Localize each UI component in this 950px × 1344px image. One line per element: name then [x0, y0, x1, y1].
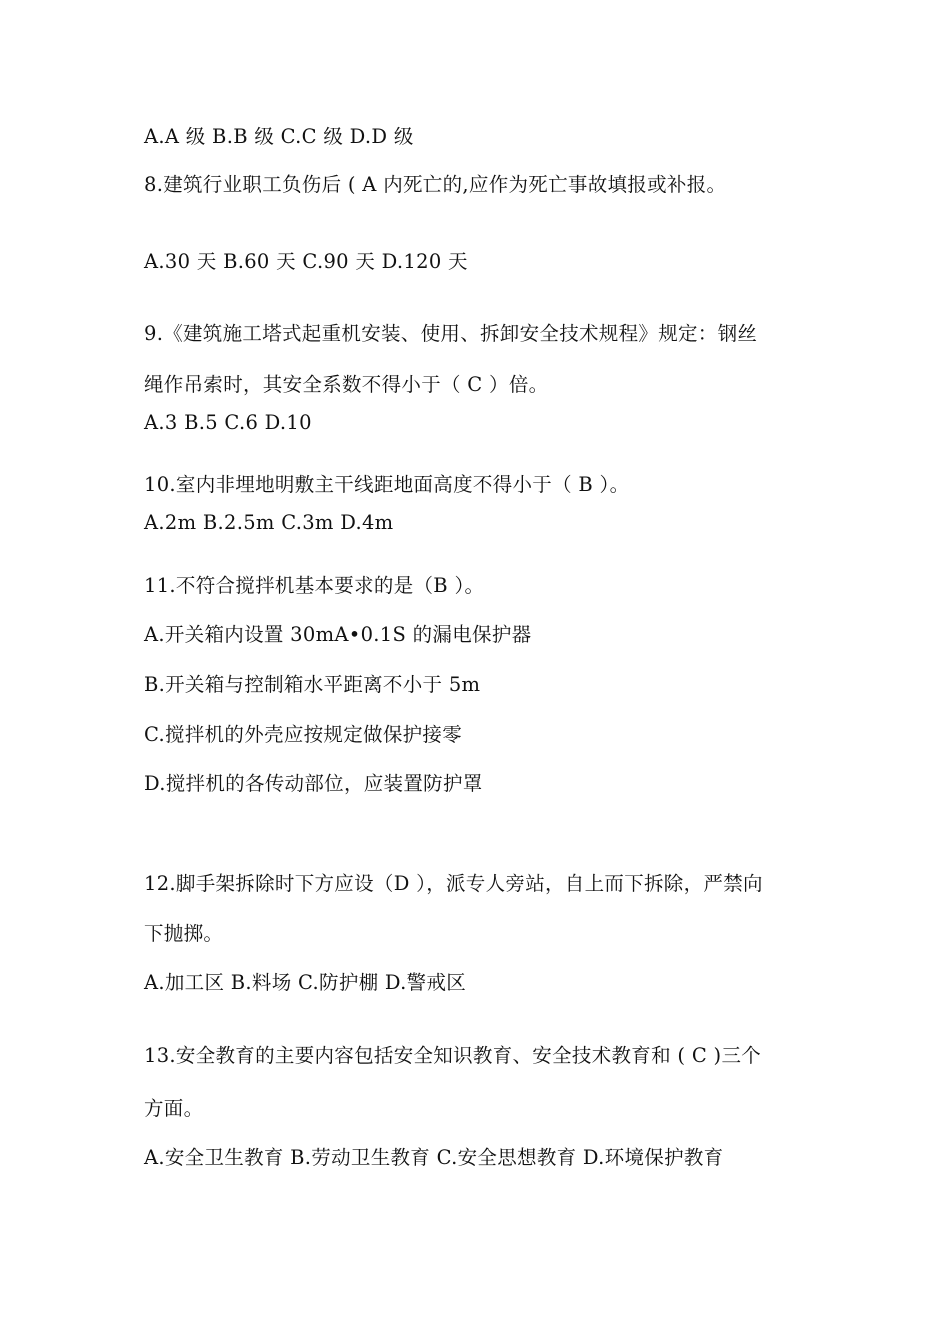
- q13-question-line1: 13.安全教育的主要内容包括安全知识教育、安全技术教育和 ( C )三个: [144, 1044, 762, 1067]
- q13-options: A.安全卫生教育 B.劳动卫生教育 C.安全思想教育 D.环境保护教育: [144, 1146, 724, 1169]
- q7-options: A.A 级 B.B 级 C.C 级 D.D 级: [144, 125, 414, 148]
- q13-question-line2: 方面。: [144, 1097, 204, 1120]
- q11-option-a: A.开关箱内设置 30mA•0.1S 的漏电保护器: [144, 623, 532, 646]
- q9-options: A.3 B.5 C.6 D.10: [144, 411, 312, 434]
- q9-question-line1: 9.《建筑施工塔式起重机安装、使用、拆卸安全技术规程》规定：钢丝: [144, 322, 758, 345]
- q12-question-line2: 下抛掷。: [144, 922, 224, 945]
- q8-question: 8.建筑行业职工负伤后 ( A 内死亡的,应作为死亡事故填报或补报。: [144, 173, 727, 196]
- q12-question-line1: 12.脚手架拆除时下方应设（D ），派专人旁站，自上而下拆除，严禁向: [144, 872, 763, 895]
- q10-question: 10.室内非埋地明敷主干线距地面高度不得小于（ B ）。: [144, 473, 630, 496]
- q9-question-line2: 绳作吊索时，其安全系数不得小于（ C ）倍。: [144, 373, 549, 396]
- q11-option-b: B.开关箱与控制箱水平距离不小于 5m: [144, 673, 481, 696]
- q12-options: A.加工区 B.料场 C.防护棚 D.警戒区: [144, 971, 467, 994]
- q11-option-d: D.搅拌机的各传动部位，应装置防护罩: [144, 772, 483, 795]
- q11-question: 11.不符合搅拌机基本要求的是（B ）。: [144, 574, 485, 597]
- q11-option-c: C.搅拌机的外壳应按规定做保护接零: [144, 723, 463, 746]
- q8-options: A.30 天 B.60 天 C.90 天 D.120 天: [144, 250, 468, 273]
- q10-options: A.2m B.2.5m C.3m D.4m: [144, 511, 394, 534]
